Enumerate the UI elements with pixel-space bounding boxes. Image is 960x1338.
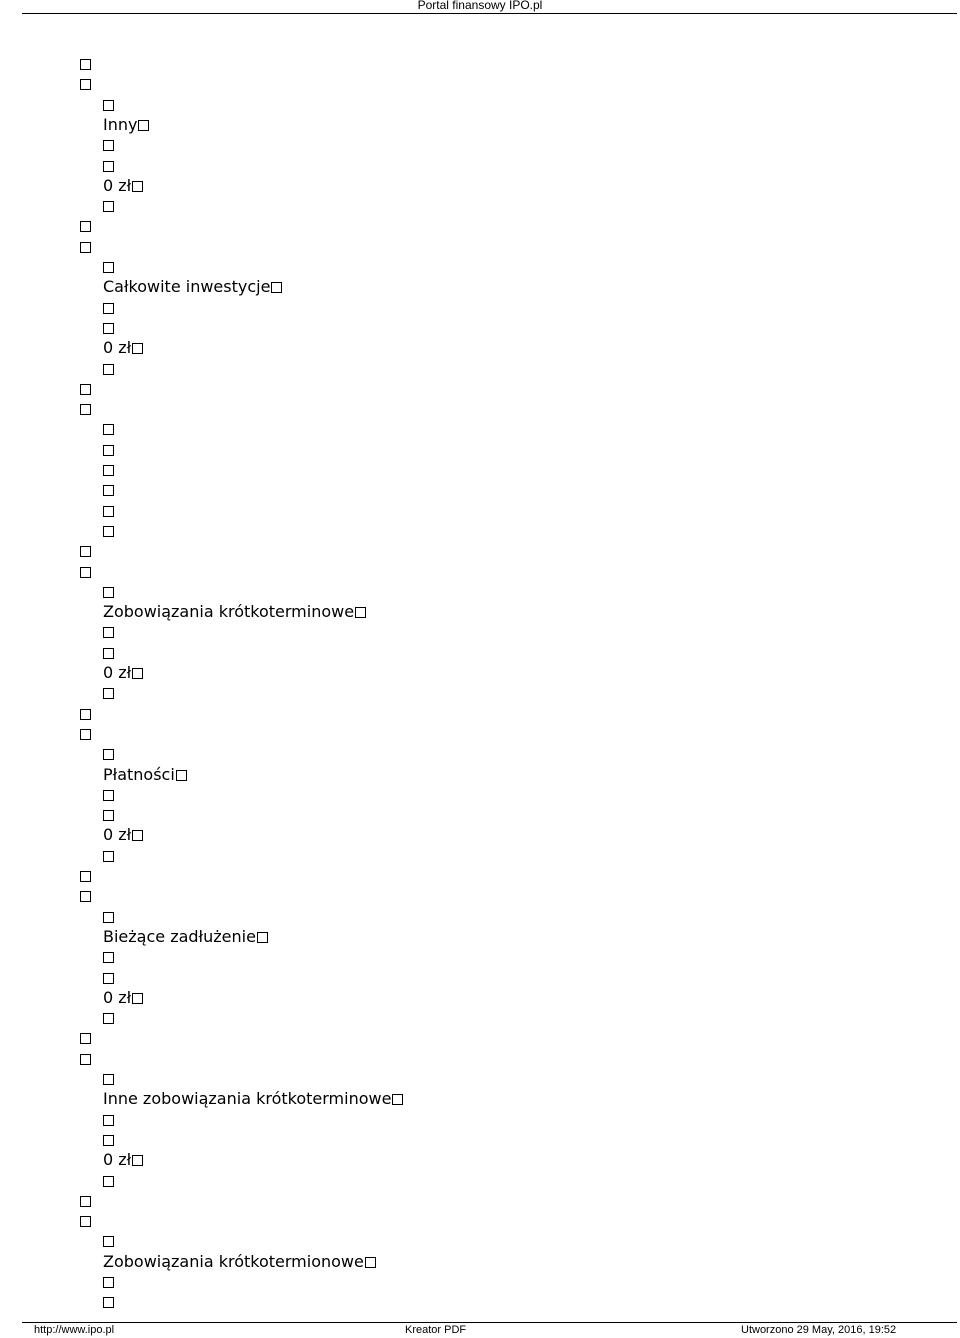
empty-line bbox=[80, 704, 91, 724]
empty-line bbox=[103, 744, 114, 764]
page-header-title: Portal finansowy IPO.pl bbox=[417, 0, 543, 12]
missing-glyph-box-icon bbox=[103, 648, 114, 659]
missing-glyph-box-icon bbox=[103, 1236, 114, 1247]
empty-line bbox=[80, 1191, 91, 1211]
empty-line bbox=[103, 1292, 114, 1312]
missing-glyph-box-icon bbox=[103, 465, 114, 476]
missing-glyph-box-icon bbox=[132, 1155, 143, 1166]
line-text: Zobowiązania krótkotermionowe bbox=[103, 1252, 364, 1271]
missing-glyph-box-icon bbox=[103, 587, 114, 598]
missing-glyph-box-icon bbox=[80, 891, 91, 902]
document-line bbox=[103, 115, 149, 135]
missing-glyph-box-icon bbox=[103, 1013, 114, 1024]
empty-line bbox=[103, 1110, 114, 1130]
missing-glyph-box-icon bbox=[132, 993, 143, 1004]
footer-divider bbox=[22, 1322, 957, 1323]
empty-line bbox=[80, 866, 91, 886]
empty-line bbox=[80, 1049, 91, 1069]
empty-line bbox=[80, 74, 91, 94]
missing-glyph-box-icon bbox=[103, 161, 114, 172]
empty-line bbox=[103, 947, 114, 967]
line-text: 0 zł bbox=[103, 176, 132, 195]
empty-line bbox=[103, 95, 114, 115]
missing-glyph-box-icon bbox=[103, 1277, 114, 1288]
missing-glyph-box-icon bbox=[103, 973, 114, 984]
line-text: Zobowiązania krótkoterminowe bbox=[103, 602, 355, 621]
missing-glyph-box-icon bbox=[80, 1196, 91, 1207]
document-line bbox=[103, 825, 143, 845]
line-text: 0 zł bbox=[103, 1150, 132, 1169]
footer-creator: Kreator PDF bbox=[405, 1324, 467, 1336]
missing-glyph-box-icon bbox=[392, 1094, 403, 1105]
empty-line bbox=[103, 480, 114, 500]
empty-line bbox=[103, 643, 114, 663]
missing-glyph-box-icon bbox=[103, 506, 114, 517]
missing-glyph-box-icon bbox=[103, 201, 114, 212]
empty-line bbox=[103, 521, 114, 541]
empty-line bbox=[103, 968, 114, 988]
missing-glyph-box-icon bbox=[257, 932, 268, 943]
line-text: Inny bbox=[103, 115, 138, 134]
empty-line bbox=[103, 1069, 114, 1089]
line-text: Inne zobowiązania krótkoterminowe bbox=[103, 1089, 392, 1108]
missing-glyph-box-icon bbox=[103, 262, 114, 273]
document-line bbox=[103, 338, 143, 358]
missing-glyph-box-icon bbox=[103, 749, 114, 760]
empty-line bbox=[80, 562, 91, 582]
document-line bbox=[103, 602, 366, 622]
empty-line bbox=[103, 156, 114, 176]
missing-glyph-box-icon bbox=[103, 526, 114, 537]
empty-line bbox=[103, 622, 114, 642]
footer-url-link[interactable]: http://www.ipo.pl bbox=[34, 1324, 115, 1336]
empty-line bbox=[103, 501, 114, 521]
missing-glyph-box-icon bbox=[80, 567, 91, 578]
missing-glyph-box-icon bbox=[103, 303, 114, 314]
empty-line bbox=[103, 1008, 114, 1028]
missing-glyph-box-icon bbox=[80, 242, 91, 253]
missing-glyph-box-icon bbox=[132, 181, 143, 192]
missing-glyph-box-icon bbox=[103, 1115, 114, 1126]
missing-glyph-box-icon bbox=[355, 607, 366, 618]
missing-glyph-box-icon bbox=[80, 384, 91, 395]
empty-line bbox=[103, 318, 114, 338]
empty-line bbox=[80, 216, 91, 236]
empty-line bbox=[103, 582, 114, 602]
document-line bbox=[103, 1089, 403, 1109]
document-line bbox=[103, 765, 187, 785]
line-text: Płatności bbox=[103, 765, 175, 784]
empty-line bbox=[103, 785, 114, 805]
empty-line bbox=[103, 257, 114, 277]
line-text: 0 zł bbox=[103, 825, 132, 844]
missing-glyph-box-icon bbox=[103, 1135, 114, 1146]
document-line bbox=[103, 663, 143, 683]
missing-glyph-box-icon bbox=[80, 1033, 91, 1044]
document-line bbox=[103, 176, 143, 196]
empty-line bbox=[80, 724, 91, 744]
missing-glyph-box-icon bbox=[103, 627, 114, 638]
missing-glyph-box-icon bbox=[103, 364, 114, 375]
missing-glyph-box-icon bbox=[103, 1074, 114, 1085]
empty-line bbox=[103, 440, 114, 460]
missing-glyph-box-icon bbox=[80, 79, 91, 90]
line-text: Całkowite inwestycje bbox=[103, 277, 271, 296]
missing-glyph-box-icon bbox=[103, 851, 114, 862]
empty-line bbox=[103, 1231, 114, 1251]
missing-glyph-box-icon bbox=[132, 830, 143, 841]
missing-glyph-box-icon bbox=[103, 790, 114, 801]
missing-glyph-box-icon bbox=[176, 770, 187, 781]
missing-glyph-box-icon bbox=[80, 404, 91, 415]
empty-line bbox=[80, 886, 91, 906]
missing-glyph-box-icon bbox=[103, 1297, 114, 1308]
empty-line bbox=[103, 1272, 114, 1292]
missing-glyph-box-icon bbox=[132, 668, 143, 679]
empty-line bbox=[103, 1171, 114, 1191]
missing-glyph-box-icon bbox=[103, 424, 114, 435]
missing-glyph-box-icon bbox=[80, 1054, 91, 1065]
empty-line bbox=[103, 460, 114, 480]
empty-line bbox=[103, 1130, 114, 1150]
line-text: Bieżące zadłużenie bbox=[103, 927, 256, 946]
missing-glyph-box-icon bbox=[103, 445, 114, 456]
line-text: 0 zł bbox=[103, 338, 132, 357]
empty-line bbox=[103, 683, 114, 703]
empty-line bbox=[103, 359, 114, 379]
line-text: 0 zł bbox=[103, 988, 132, 1007]
missing-glyph-box-icon bbox=[365, 1257, 376, 1268]
empty-line bbox=[103, 135, 114, 155]
document-line bbox=[103, 277, 282, 297]
missing-glyph-box-icon bbox=[80, 1216, 91, 1227]
missing-glyph-box-icon bbox=[80, 729, 91, 740]
header-divider bbox=[22, 13, 957, 14]
missing-glyph-box-icon bbox=[80, 709, 91, 720]
empty-line bbox=[103, 907, 114, 927]
missing-glyph-box-icon bbox=[80, 221, 91, 232]
empty-line bbox=[80, 541, 91, 561]
missing-glyph-box-icon bbox=[103, 485, 114, 496]
document-line bbox=[103, 927, 268, 947]
missing-glyph-box-icon bbox=[103, 952, 114, 963]
missing-glyph-box-icon bbox=[103, 810, 114, 821]
missing-glyph-box-icon bbox=[103, 323, 114, 334]
empty-line bbox=[103, 298, 114, 318]
document-line bbox=[103, 1150, 143, 1170]
empty-line bbox=[103, 846, 114, 866]
missing-glyph-box-icon bbox=[103, 1176, 114, 1187]
line-text: 0 zł bbox=[103, 663, 132, 682]
empty-line bbox=[80, 54, 91, 74]
document-line bbox=[103, 1252, 376, 1272]
empty-line bbox=[80, 379, 91, 399]
empty-line bbox=[80, 1211, 91, 1231]
missing-glyph-box-icon bbox=[80, 546, 91, 557]
empty-line bbox=[80, 1028, 91, 1048]
missing-glyph-box-icon bbox=[103, 100, 114, 111]
empty-line bbox=[103, 805, 114, 825]
empty-line bbox=[80, 399, 91, 419]
missing-glyph-box-icon bbox=[271, 282, 282, 293]
missing-glyph-box-icon bbox=[80, 59, 91, 70]
missing-glyph-box-icon bbox=[103, 140, 114, 151]
missing-glyph-box-icon bbox=[103, 688, 114, 699]
footer-created-date: Utworzono 29 May, 2016, 19:52 bbox=[741, 1324, 897, 1336]
missing-glyph-box-icon bbox=[138, 120, 149, 131]
missing-glyph-box-icon bbox=[103, 912, 114, 923]
missing-glyph-box-icon bbox=[132, 343, 143, 354]
empty-line bbox=[103, 196, 114, 216]
missing-glyph-box-icon bbox=[80, 871, 91, 882]
empty-line bbox=[80, 237, 91, 257]
document-line bbox=[103, 988, 143, 1008]
empty-line bbox=[103, 419, 114, 439]
